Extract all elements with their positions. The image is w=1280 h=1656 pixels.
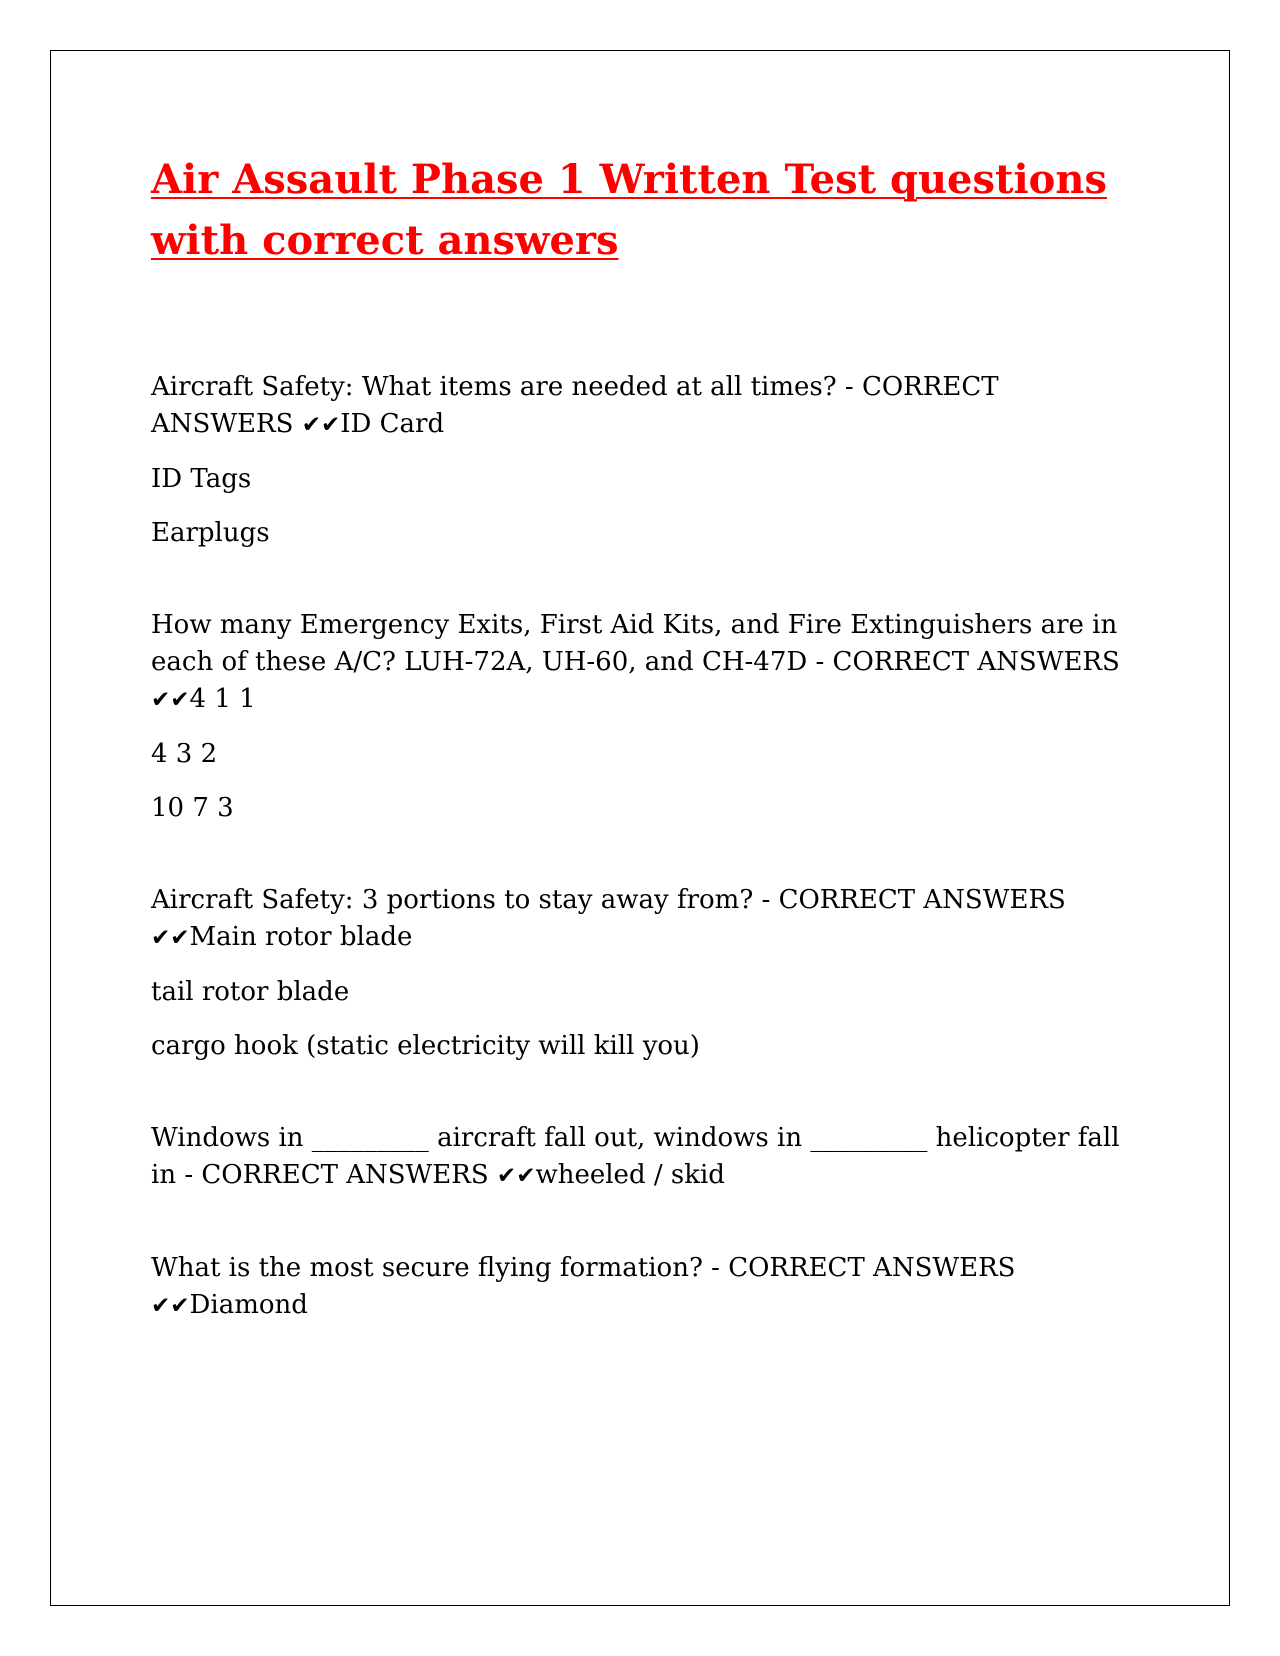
answer-line: Earplugs <box>151 518 270 548</box>
checkmark-icon: ✔✔ <box>151 687 190 713</box>
question-text <box>151 1250 1141 1325</box>
answer-text: 4 1 1 <box>189 684 256 714</box>
answer-line: 10 7 3 <box>151 793 234 823</box>
answer-line: ID Tags <box>151 464 252 494</box>
answer-line: 4 3 2 <box>151 739 218 769</box>
checkmark-icon: ✔✔ <box>151 1293 190 1319</box>
question-text <box>151 607 1141 719</box>
qa-item <box>151 882 1141 1065</box>
answer-text: ID Card <box>340 409 445 439</box>
checkmark-icon: ✔✔ <box>496 1163 536 1189</box>
question-text <box>151 882 1141 957</box>
checkmark-icon: ✔✔ <box>301 412 341 438</box>
question-text <box>151 369 1141 444</box>
answer-line: cargo hook (static electricity will kill you) <box>151 1031 700 1061</box>
answer-text: wheeled / skid <box>535 1160 725 1190</box>
answer-text: Main rotor blade <box>189 922 413 952</box>
document-content <box>151 149 1141 1380</box>
document-title: Air Assault Phase 1 Written Test questions with correct answers <box>151 156 1107 264</box>
question-label: Aircraft Safety: 3 portions to stay away from? - CORRECT ANSWERS <box>151 885 1066 915</box>
qa-item <box>151 607 1141 827</box>
answer-line: tail rotor blade <box>151 977 350 1007</box>
question-label: How many Emergency Exits, First Aid Kits, and Fire Extinguishers are in each of these A/C? LUH-72A, UH-60, and CH-47D - CORRECT ANSWERS <box>151 610 1120 677</box>
qa-list <box>151 369 1141 1325</box>
question-text <box>151 1120 1141 1195</box>
question-label: What is the most secure flying formation? - CORRECT ANSWERS <box>151 1253 1016 1283</box>
qa-item <box>151 1120 1141 1195</box>
qa-item <box>151 1250 1141 1325</box>
checkmark-icon: ✔✔ <box>151 925 190 951</box>
answer-text: Diamond <box>189 1290 308 1320</box>
qa-item <box>151 369 1141 552</box>
document-page <box>50 50 1230 1606</box>
question-label: Aircraft Safety: What items are needed at all times? - CORRECT ANSWERS <box>151 372 999 439</box>
question-label: Windows in _________ aircraft fall out, windows in _________ helicopter fall in - CORRECT ANSWERS <box>151 1123 1120 1190</box>
